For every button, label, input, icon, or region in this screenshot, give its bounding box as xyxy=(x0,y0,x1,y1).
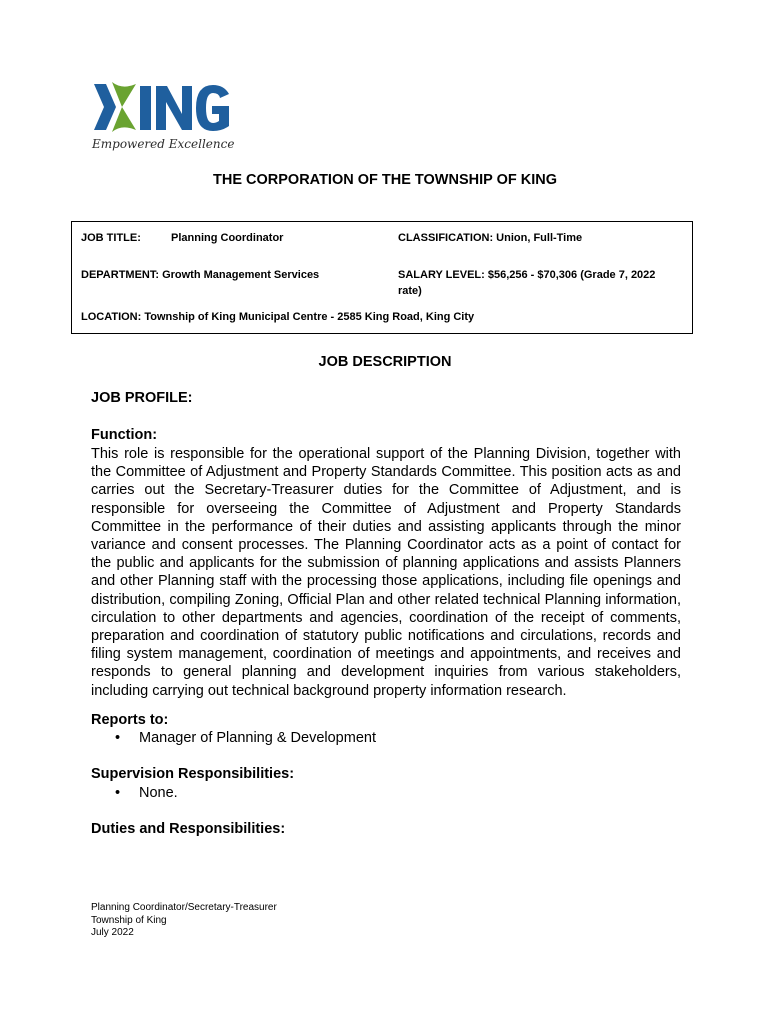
job-info-box xyxy=(71,221,693,334)
supervision-item: None. xyxy=(139,785,178,801)
list-item xyxy=(115,785,178,801)
location: LOCATION: Township of King Municipal Centre - 2585 King Road, King City xyxy=(81,311,475,323)
king-logo-mark xyxy=(92,80,232,136)
function-heading: Function: xyxy=(91,427,158,443)
logo-tagline: Empowered Excellence xyxy=(92,137,235,151)
salary-level-line2: rate) xyxy=(398,285,422,297)
job-description-heading: JOB DESCRIPTION xyxy=(318,354,452,370)
job-title-value: Planning Coordinator xyxy=(171,232,284,244)
bullet-icon: • xyxy=(115,785,121,801)
job-title-label: JOB TITLE: xyxy=(81,232,141,244)
reports-to-item: Manager of Planning & Development xyxy=(139,730,376,746)
bullet-icon: • xyxy=(115,730,121,746)
classification: CLASSIFICATION: Union, Full-Time xyxy=(398,232,583,244)
footer-line-3: July 2022 xyxy=(91,927,134,938)
duties-heading: Duties and Responsibilities: xyxy=(91,821,286,837)
function-text: This role is responsible for the operational support of the Planning Division, together with the Committee of Adjustment and Property Standards Committee. This position acts as and carries out the Secretary-Treasurer duties for the Committee of Adjustment, and is responsible for overseeing the Committee of Adjustment and Property Standards Committee in the performance of their duties and assisting applicants through the minor variance and consent processes. The Planning Coordinator acts as a point of contact for the public and applicants for the submission of planning applications and assists Planners and other Planning staff with the processing those applications, including file openings and distribution, compiling Zoning, Official Plan and other related technical Planning information, circulation to other departments and agencies, coordination of the receipt of comments, preparation and coordination of statutory public notifications and circulations, records and filing system management, coordination of meetings and appointments, and receives and responds to general planning and development inquiries from various stakeholders, including carrying out technical background property information research. xyxy=(91,446,681,699)
salary-level-line1: SALARY LEVEL: $56,256 - $70,306 (Grade 7, 2022 xyxy=(398,269,656,281)
department: DEPARTMENT: Growth Management Services xyxy=(81,269,320,281)
reports-to-heading: Reports to: xyxy=(91,712,169,728)
list-item xyxy=(115,730,376,746)
page-footer xyxy=(91,902,277,940)
supervision-heading: Supervision Responsibilities: xyxy=(91,766,295,782)
job-profile-heading: JOB PROFILE: xyxy=(91,390,193,406)
corporation-title: THE CORPORATION OF THE TOWNSHIP OF KING xyxy=(213,172,557,188)
footer-line-1: Planning Coordinator/Secretary-Treasurer xyxy=(91,902,277,913)
footer-line-2: Township of King xyxy=(91,914,167,926)
